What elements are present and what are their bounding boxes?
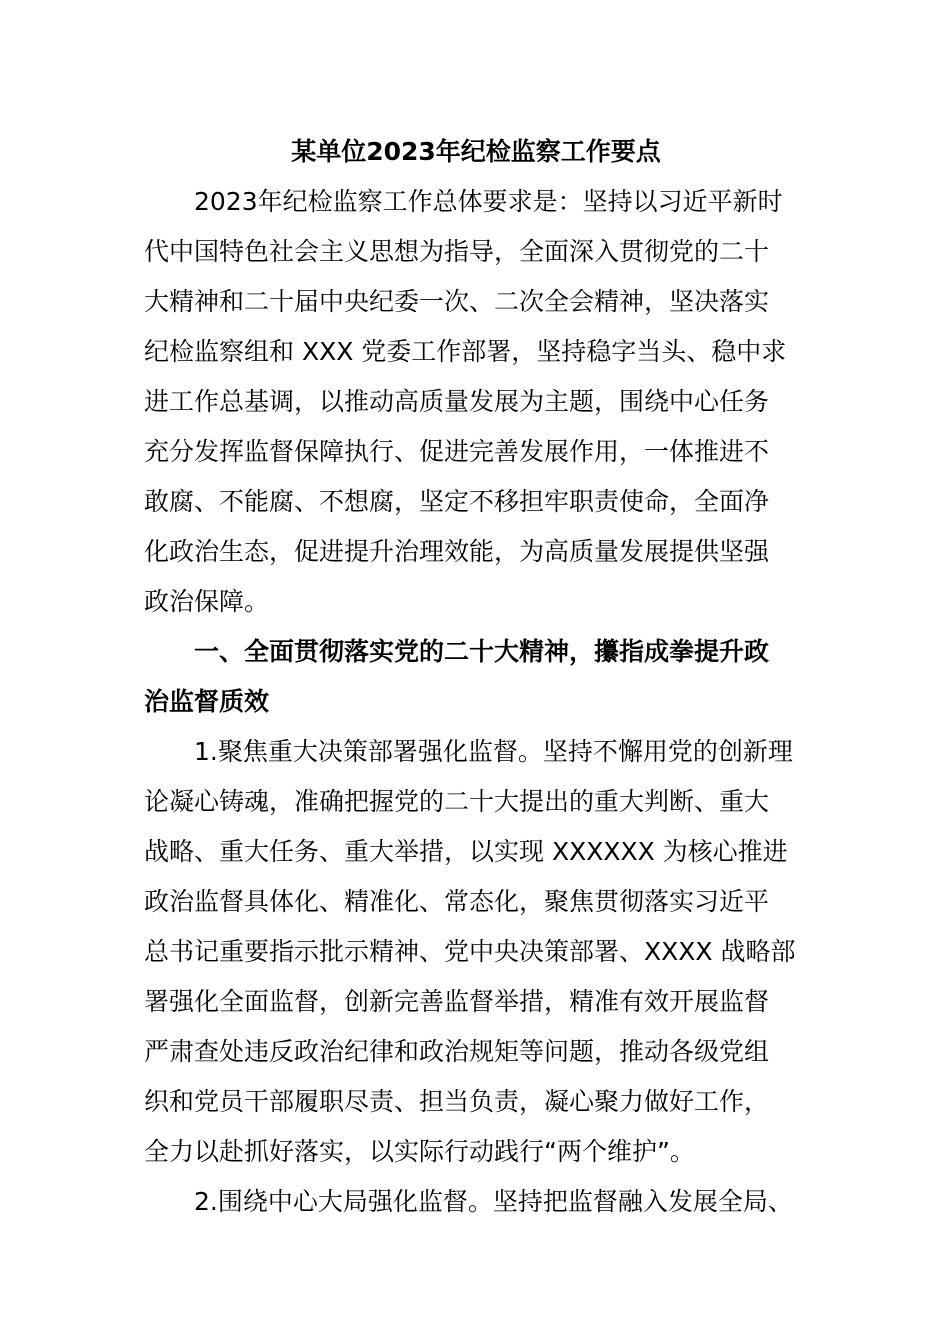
text-line: 敢腐、不能腐、不想腐，坚定不移担牢职责使命，全面净 xyxy=(144,487,770,516)
text-line: 纪检监察组和 XXX 党委工作部署，坚持稳字当头、稳中求 xyxy=(144,337,787,366)
text-line: 化政治生态，促进提升治理效能，为高质量发展提供坚强 xyxy=(144,537,770,566)
text-line: 进工作总基调，以推动高质量发展为主题，围绕中心任务 xyxy=(144,387,770,416)
text-line: 总书记重要指示批示精神、党中央决策部署、XXXX 战略部 xyxy=(144,937,796,966)
text-line: 论凝心铸魂，准确把握党的二十大提出的重大判断、重大 xyxy=(144,787,770,816)
text-line: 署强化全面监督，创新完善监督举措，精准有效开展监督 xyxy=(144,987,770,1016)
item-paragraph-2 xyxy=(144,1177,808,1227)
text-line: 1.聚焦重大决策部署强化监督。坚持不懈用党的创新理 xyxy=(194,737,793,766)
document-body xyxy=(144,127,808,1227)
text-line: 2.围绕中心大局强化监督。坚持把监督融入发展全局、 xyxy=(194,1187,793,1216)
intro-paragraph xyxy=(144,177,808,627)
text-line: 充分发挥监督保障执行、促进完善发展作用，一体推进不 xyxy=(144,437,770,466)
heading-line: 一、全面贯彻落实党的二十大精神，攥指成拳提升政 xyxy=(194,637,770,666)
text-line: 政治监督具体化、精准化、常态化，聚焦贯彻落实习近平 xyxy=(144,887,770,916)
heading-line: 治监督质效 xyxy=(144,687,270,716)
text-line: 战略、重大任务、重大举措，以实现 XXXXXX 为核心推进 xyxy=(144,837,788,866)
text-line: 大精神和二十届中央纪委一次、二次全会精神，坚决落实 xyxy=(144,287,770,316)
text-line: 2023年纪检监察工作总体要求是：坚持以习近平新时 xyxy=(194,187,783,216)
text-line: 严肃查处违反政治纪律和政治规矩等问题，推动各级党组 xyxy=(144,1037,770,1066)
document-title: 某单位2023年纪检监察工作要点 xyxy=(291,137,661,166)
text-line: 织和党员干部履职尽责、担当负责，凝心聚力做好工作， xyxy=(144,1087,770,1116)
text-line: 代中国特色社会主义思想为指导，全面深入贯彻党的二十 xyxy=(144,237,770,266)
item-paragraph-1 xyxy=(144,727,808,1177)
section-heading-1 xyxy=(144,627,808,727)
text-line: 政治保障。 xyxy=(144,587,270,616)
text-line: 全力以赴抓好落实，以实际行动践行“两个维护”。 xyxy=(144,1137,695,1166)
